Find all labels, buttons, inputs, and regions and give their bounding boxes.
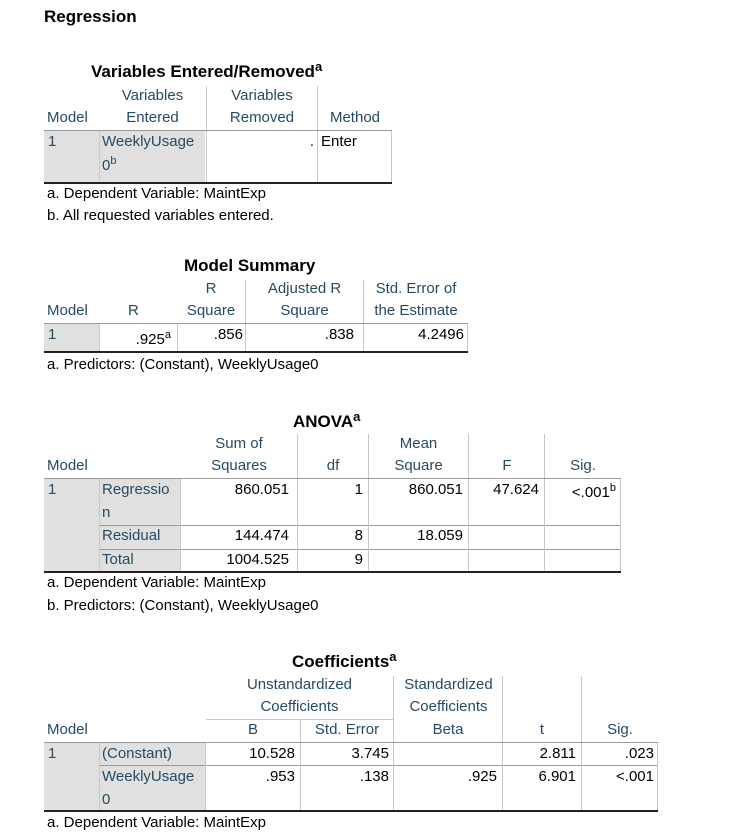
divider bbox=[44, 742, 658, 743]
col-header-model: Model bbox=[47, 109, 88, 126]
col-header-mean-square: Square bbox=[394, 457, 443, 474]
col-header-r: R bbox=[128, 302, 139, 319]
entered-variable-name: 0$^b$ bbox=[102, 155, 117, 174]
entered-variable-name: WeeklyUsage bbox=[102, 133, 195, 150]
divider bbox=[44, 478, 621, 479]
divider bbox=[468, 434, 469, 478]
f-value: 47.624 bbox=[493, 481, 539, 498]
col-header-model: Model bbox=[47, 721, 88, 738]
col-header-t: t bbox=[539, 721, 545, 738]
col-header-sig: Sig. bbox=[607, 721, 633, 738]
col-header-variables-entered: Variables bbox=[121, 87, 184, 104]
table-title: Variables Entered/Removed$^a$ bbox=[91, 59, 323, 81]
divider bbox=[99, 743, 100, 811]
col-header-r-square: Square bbox=[186, 302, 236, 319]
col-header-unstandardized-coefficients: Unstandardized bbox=[246, 676, 353, 693]
row-model-number: 1 bbox=[48, 745, 57, 762]
table-title: Model Summary bbox=[184, 256, 316, 275]
col-header-mean-square: Mean bbox=[399, 435, 438, 452]
footnote: b. All requested variables entered. bbox=[47, 207, 274, 224]
col-header-std-error: Std. Error of bbox=[375, 280, 457, 297]
footnote: b. Predictors: (Constant), WeeklyUsage0 bbox=[47, 597, 319, 614]
divider bbox=[99, 131, 100, 183]
table-bottom-rule bbox=[44, 182, 392, 184]
divider bbox=[44, 323, 468, 324]
df-value: 8 bbox=[354, 527, 363, 544]
col-header-variables-removed: Variables bbox=[231, 87, 293, 104]
footnote: a. Predictors: (Constant), WeeklyUsage0 bbox=[47, 356, 319, 373]
divider bbox=[544, 434, 545, 478]
table-title: ANOVA$^a$ bbox=[293, 409, 361, 431]
divider bbox=[363, 280, 364, 324]
col-header-method: Method bbox=[329, 109, 381, 126]
table-bottom-rule bbox=[44, 571, 621, 573]
footnote: a. Dependent Variable: MaintExp bbox=[47, 814, 267, 831]
t-value: 6.901 bbox=[538, 768, 576, 785]
row-model-number: 1 bbox=[48, 326, 57, 343]
divider bbox=[368, 434, 369, 478]
sig-value: <.001$^b$ bbox=[571, 482, 616, 501]
divider bbox=[297, 434, 298, 478]
row-model-number: 1 bbox=[48, 133, 57, 150]
removed-variable-value: . bbox=[309, 133, 314, 150]
sum-of-squares-value: 1004.525 bbox=[226, 551, 289, 568]
row-label-weeklyusage: 0 bbox=[102, 791, 111, 808]
col-header-standardized-coefficients: Standardized bbox=[404, 676, 493, 693]
col-header-df: df bbox=[326, 457, 340, 474]
sum-of-squares-value: 144.474 bbox=[234, 527, 289, 544]
col-header-b: B bbox=[247, 721, 258, 738]
footnote: a. Dependent Variable: MaintExp bbox=[47, 185, 267, 202]
beta-value: .925 bbox=[467, 768, 497, 785]
col-header-sig: Sig. bbox=[570, 457, 596, 474]
col-header-f: F bbox=[502, 457, 512, 474]
page-title: Regression bbox=[44, 7, 137, 26]
col-header-adjusted-r-square: Square bbox=[280, 302, 329, 319]
divider bbox=[467, 324, 468, 351]
sig-value: .023 bbox=[624, 745, 654, 762]
table-bottom-rule bbox=[44, 810, 658, 812]
divider bbox=[99, 765, 658, 766]
r-square-value: .856 bbox=[213, 326, 243, 343]
divider bbox=[99, 479, 100, 572]
col-header-std-error: the Estimate bbox=[374, 302, 458, 319]
row-label-regression: n bbox=[102, 504, 111, 521]
col-header-std-error: Std. Error bbox=[314, 721, 380, 738]
sum-of-squares-value: 860.051 bbox=[234, 481, 289, 498]
col-header-beta: Beta bbox=[432, 721, 464, 738]
mean-square-value: 860.051 bbox=[408, 481, 463, 498]
divider bbox=[206, 86, 207, 130]
df-value: 9 bbox=[354, 551, 363, 568]
col-header-variables-entered: Entered bbox=[126, 109, 179, 126]
col-header-standardized-coefficients: Coefficients bbox=[409, 698, 488, 715]
row-label-constant: (Constant) bbox=[102, 745, 173, 762]
r-value: .925$^a$ bbox=[135, 329, 171, 348]
df-value: 1 bbox=[354, 481, 363, 498]
std-error-value: 3.745 bbox=[351, 745, 389, 762]
col-header-sum-of-squares: Sum of bbox=[215, 435, 263, 452]
divider bbox=[620, 479, 621, 572]
row-label-regression: Regressio bbox=[102, 481, 170, 498]
sig-value: <.001 bbox=[616, 768, 654, 785]
std-error-value: 4.2496 bbox=[418, 326, 464, 343]
divider bbox=[317, 131, 318, 183]
divider bbox=[657, 743, 658, 811]
col-header-model: Model bbox=[47, 302, 88, 319]
col-header-unstandardized-coefficients: Coefficients bbox=[260, 698, 339, 715]
method-value: Enter bbox=[321, 133, 357, 150]
col-header-sum-of-squares: Squares bbox=[211, 457, 267, 474]
col-header-model: Model bbox=[47, 457, 88, 474]
table-title: Coefficients$^a$ bbox=[292, 649, 397, 671]
divider bbox=[99, 525, 621, 526]
row-label-weeklyusage: WeeklyUsage bbox=[102, 768, 195, 785]
t-value: 2.811 bbox=[539, 745, 576, 762]
b-value: .953 bbox=[265, 768, 295, 785]
divider bbox=[391, 131, 392, 183]
row-model-number: 1 bbox=[48, 481, 57, 498]
col-header-variables-removed: Removed bbox=[229, 109, 295, 126]
divider bbox=[44, 130, 392, 131]
divider bbox=[245, 280, 246, 324]
std-error-value: .138 bbox=[359, 768, 389, 785]
table-bottom-rule bbox=[44, 351, 468, 353]
row-label-total: Total bbox=[102, 551, 134, 568]
divider bbox=[317, 86, 318, 130]
col-header-r-square: R bbox=[205, 280, 217, 297]
divider bbox=[99, 549, 621, 550]
row-label-residual: Residual bbox=[102, 527, 161, 544]
b-value: 10.528 bbox=[249, 745, 295, 762]
mean-square-value: 18.059 bbox=[417, 527, 463, 544]
adjusted-r-square-value: .838 bbox=[324, 326, 354, 343]
col-header-adjusted-r-square: Adjusted R bbox=[267, 280, 342, 297]
footnote: a. Dependent Variable: MaintExp bbox=[47, 574, 267, 591]
